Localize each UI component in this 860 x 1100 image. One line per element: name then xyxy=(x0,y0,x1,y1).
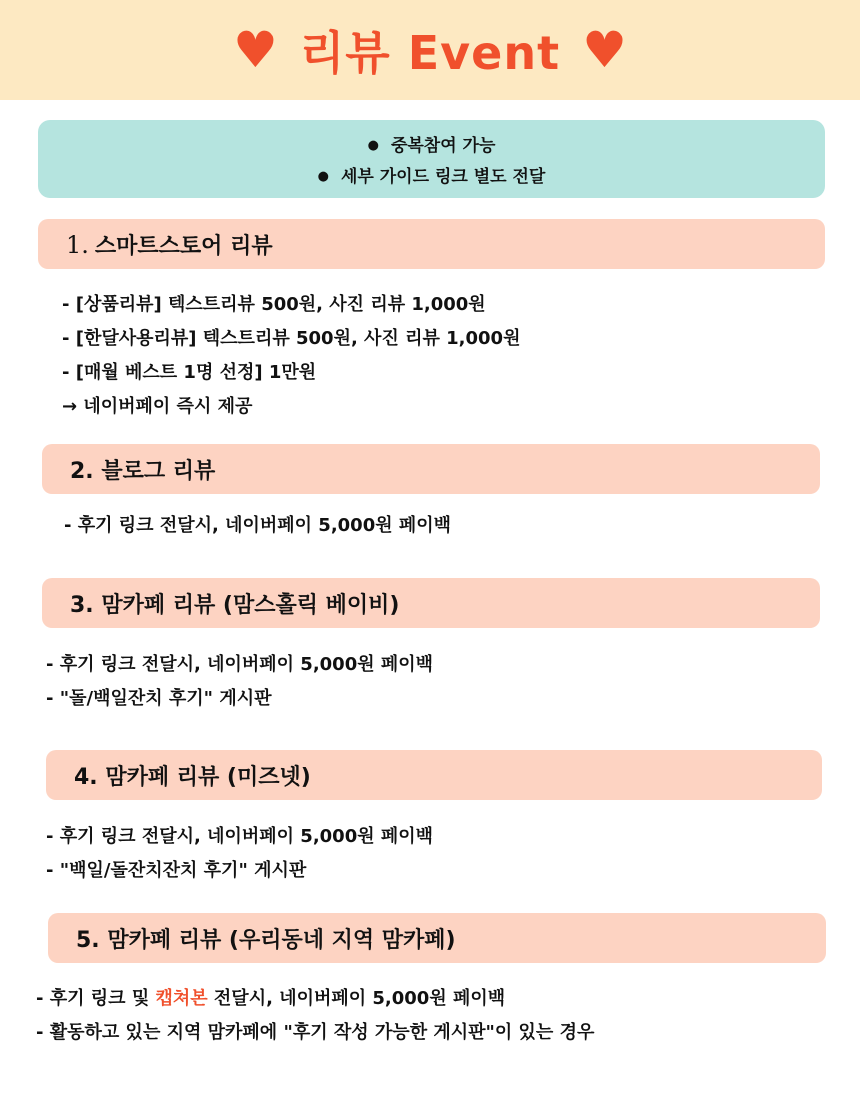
notice-item xyxy=(318,162,546,187)
section-title: 5. 맘카페 리뷰 (우리동네 지역 맘카페) xyxy=(76,927,456,953)
section-title: 2. 블로그 리뷰 xyxy=(70,458,216,484)
section-body-smartstore xyxy=(62,288,520,424)
list-item: - "돌/백일잔치 후기" 게시판 xyxy=(46,688,272,709)
section-number: 1. xyxy=(66,230,89,259)
notice-box xyxy=(38,120,825,198)
event-header xyxy=(0,0,860,100)
list-item: - [상품리뷰] 텍스트리뷰 500원, 사진 리뷰 1,000원 xyxy=(62,294,486,315)
section-body-miznet xyxy=(46,820,433,888)
section-heading-blog xyxy=(42,444,820,494)
list-item: - 후기 링크 전달시, 네이버페이 5,000원 페이백 xyxy=(46,654,434,675)
section-body-local-momcafe xyxy=(36,982,594,1050)
section-title: 3. 맘카페 리뷰 (맘스홀릭 베이비) xyxy=(70,592,400,618)
list-item: - [한달사용리뷰] 텍스트리뷰 500원, 사진 리뷰 1,000원 xyxy=(62,328,521,349)
notice-text: 세부 가이드 링크 별도 전달 xyxy=(341,167,546,187)
list-item: → 네이버페이 즉시 제공 xyxy=(62,396,253,417)
section-heading-miznet xyxy=(46,750,822,800)
section-heading-local-momcafe xyxy=(48,913,826,963)
list-item: - 후기 링크 전달시, 네이버페이 5,000원 페이백 xyxy=(46,826,434,847)
list-item: - 활동하고 있는 지역 맘카페에 "후기 작성 가능한 게시판"이 있는 경우 xyxy=(36,1022,595,1043)
section-title: 4. 맘카페 리뷰 (미즈넷) xyxy=(74,764,311,790)
bullet-icon: ● xyxy=(317,169,329,184)
page-title: 리뷰 Event xyxy=(299,26,561,80)
section-heading-momsholic xyxy=(42,578,820,628)
section-body-momsholic xyxy=(46,648,433,716)
section-title: 스마트스토어 리뷰 xyxy=(94,233,273,259)
list-item: - [매월 베스트 1명 선정] 1만원 xyxy=(62,362,317,383)
list-item: - "백일/돌잔치잔치 후기" 게시판 xyxy=(46,860,307,881)
notice-text: 중복참여 가능 xyxy=(390,136,496,156)
section-heading-smartstore xyxy=(38,219,825,269)
bullet-icon: ● xyxy=(367,138,379,153)
heart-icon: ♥ xyxy=(233,21,278,79)
notice-item xyxy=(368,131,496,156)
heart-icon: ♥ xyxy=(582,21,627,79)
list-item: - 후기 링크 전달시, 네이버페이 5,000원 페이백 xyxy=(64,515,452,536)
section-body-blog xyxy=(64,509,451,543)
highlight-text: 캡쳐본 xyxy=(155,988,208,1009)
list-item: - 후기 링크 및 캡쳐본 전달시, 네이버페이 5,000원 페이백 xyxy=(36,988,506,1009)
